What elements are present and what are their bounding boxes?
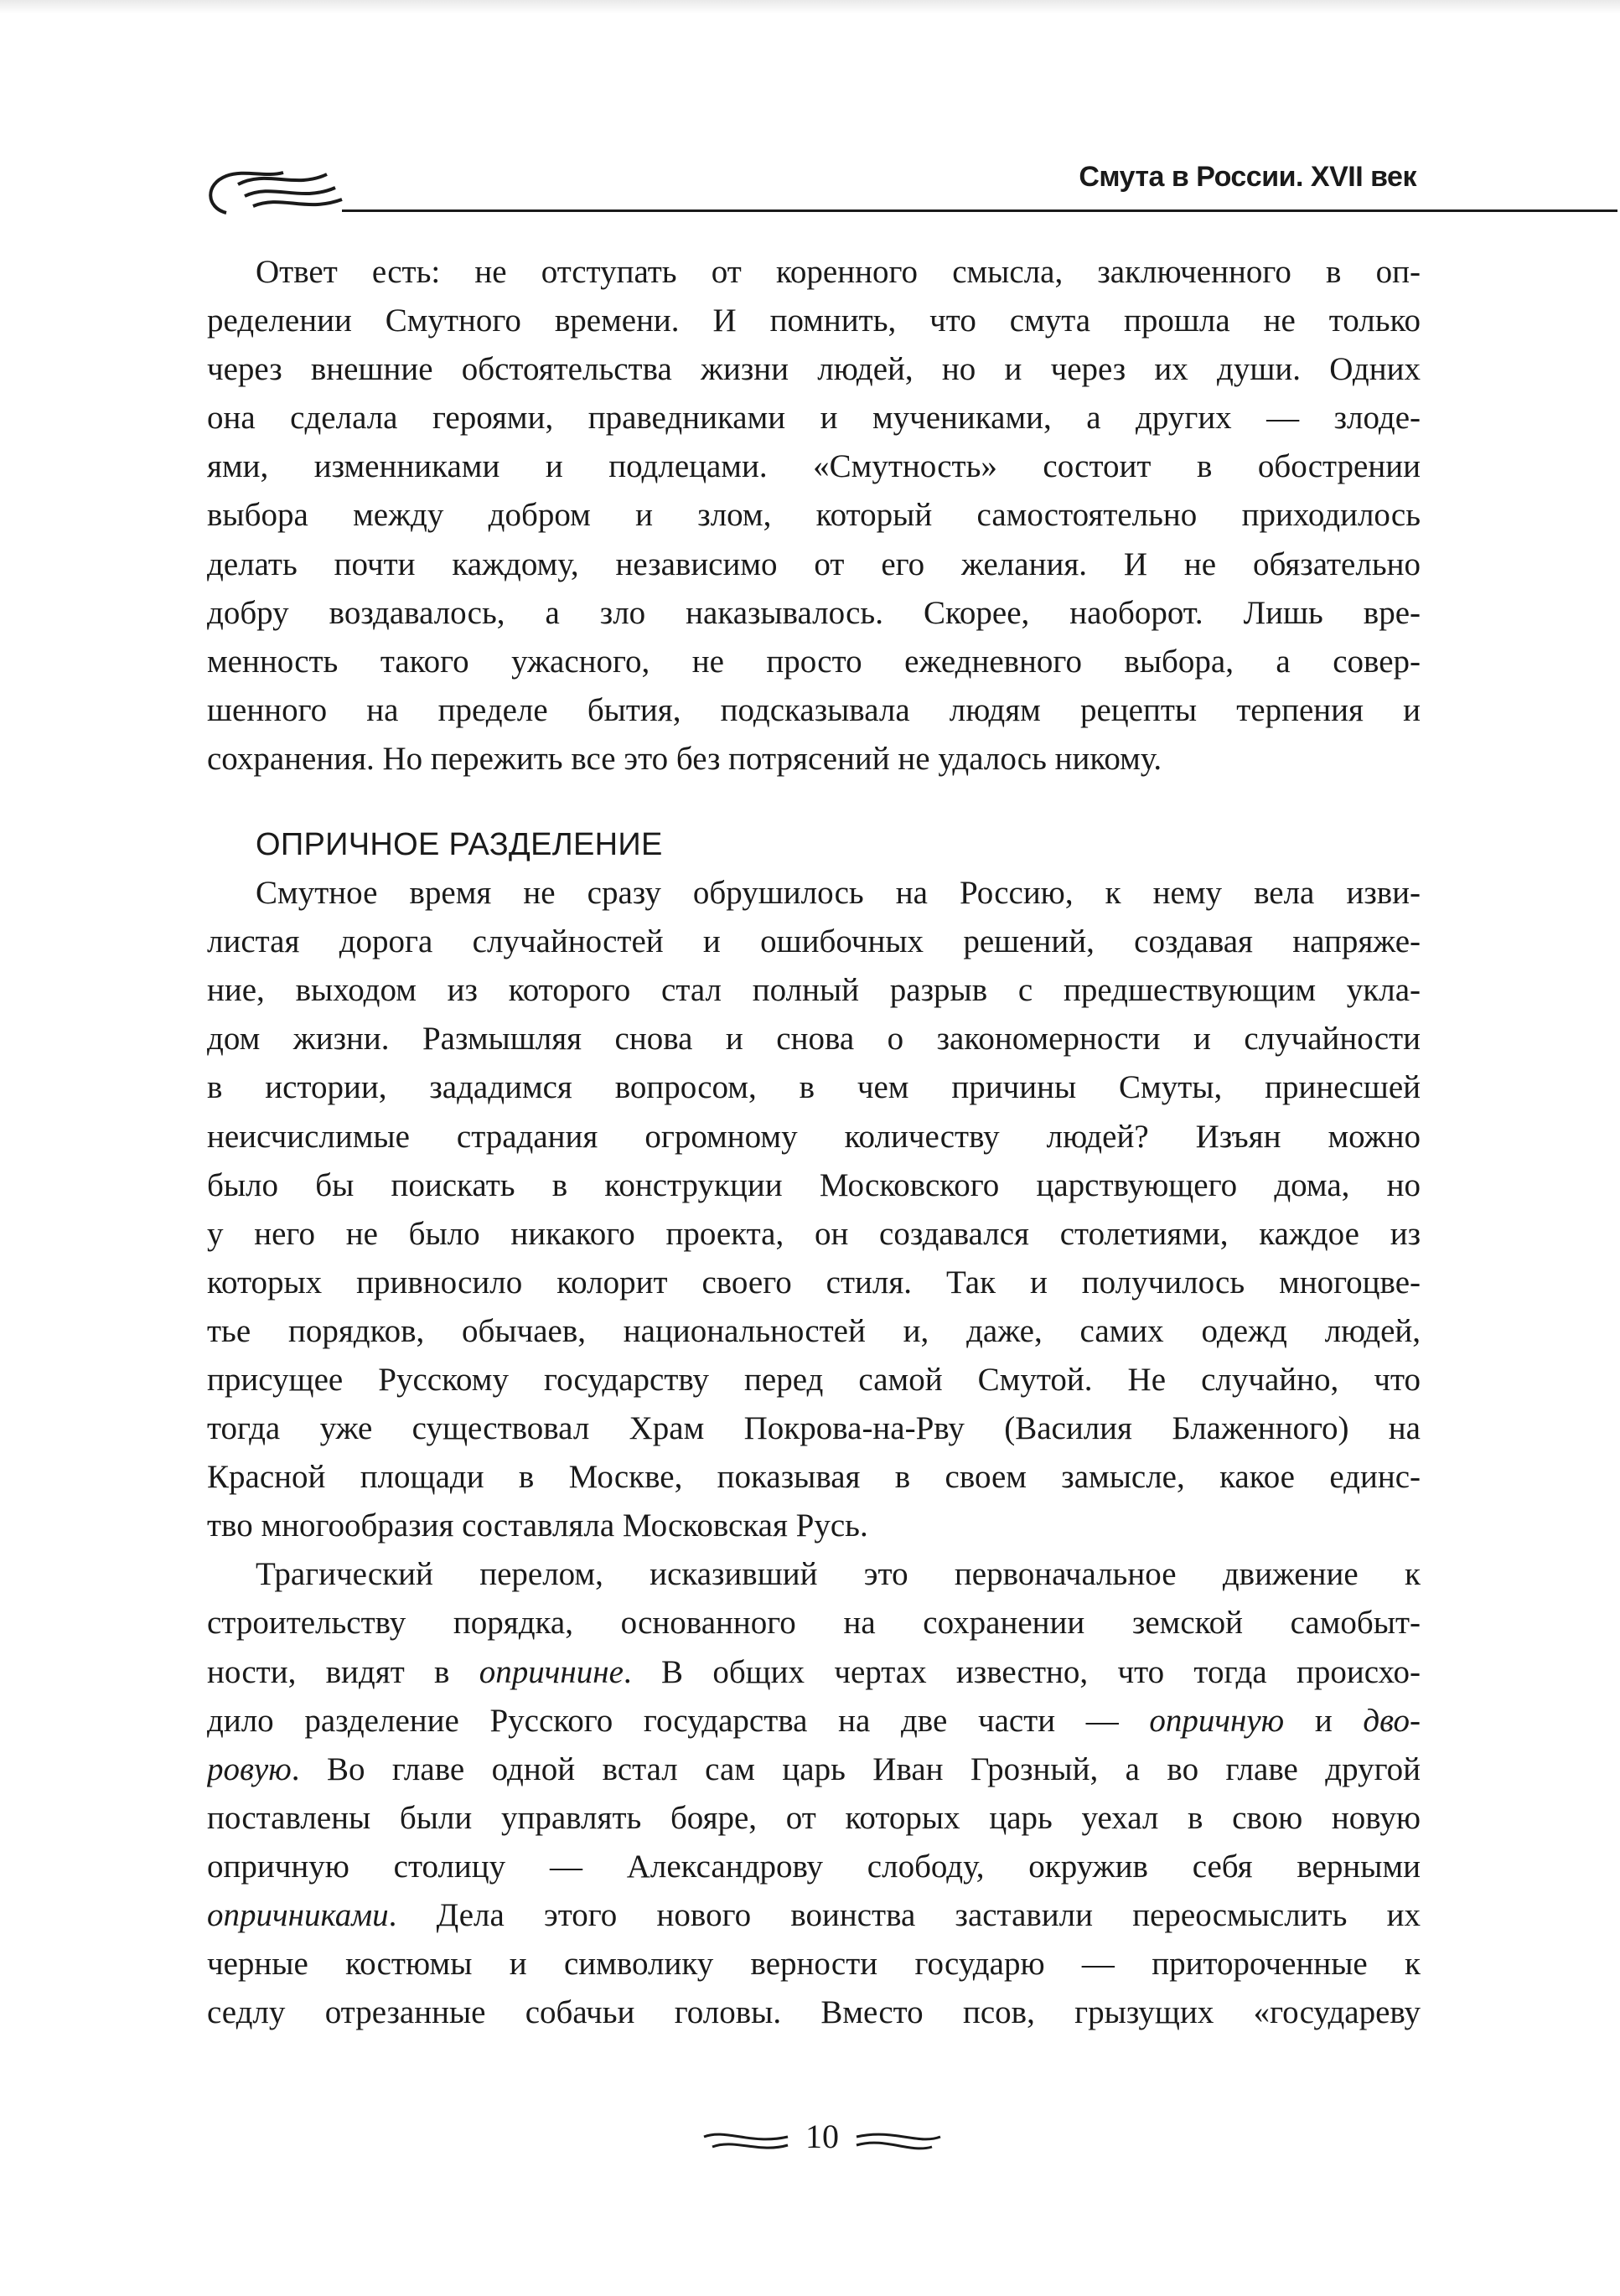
section-gap <box>207 783 1421 820</box>
text-line: она сделала героями, праведниками и мучениками, а других — злоде- <box>207 400 1421 437</box>
text-line: которых привносило колорит своего стиля. Так и получилось многоцве- <box>207 1264 1421 1301</box>
text-line: присущее Русскому государству перед самой Смутой. Не случайно, что <box>207 1361 1421 1398</box>
italic-term: опричниками <box>207 1897 389 1933</box>
text-line: сохранения. Но пережить все это без потрясений не удалось никому. <box>207 740 1162 777</box>
text-line: менность такого ужасного, не просто ежедневного выбора, а совер- <box>207 643 1421 680</box>
text-line: ределении Смутного времени. И помнить, что смута прошла не только <box>207 303 1421 339</box>
text-line <box>207 1648 1421 1697</box>
header-rule <box>342 209 1617 212</box>
page-number: 10 <box>805 2118 839 2155</box>
text-line: Смутное время не сразу обрушилось на Россию, к нему вела изви- <box>256 875 1421 912</box>
wave-ornament-icon <box>201 136 352 228</box>
text-line <box>207 1697 1421 1745</box>
italic-term: опричную <box>1149 1702 1285 1739</box>
text-line: делать почти каждому, независимо от его желания. И не обязательно <box>207 546 1421 582</box>
italic-term: дво- <box>1363 1702 1421 1739</box>
text-line: опричную столицу — Александрову слободу, окружив себя верными <box>207 1848 1421 1885</box>
text-run: и <box>1284 1702 1364 1739</box>
page-edge <box>0 0 1620 13</box>
body-text <box>207 248 1421 2037</box>
text-line: в истории, зададимся вопросом, в чем причины Смуты, принесшей <box>207 1069 1421 1106</box>
page-footer <box>0 2113 1620 2172</box>
paragraph <box>207 869 1421 1550</box>
text-run: . Во главе одной встал сам царь Иван Грозный, а во главе другой <box>291 1750 1421 1787</box>
text-line: Трагический перелом, исказивший это первоначальное движение к <box>256 1556 1421 1593</box>
page-header <box>201 136 1425 228</box>
text-line: черные костюмы и символику верности государю — притороченные к <box>207 1946 1421 1983</box>
italic-term: опричнине <box>479 1653 624 1690</box>
text-run: . В общих чертах известно, что тогда происхо- <box>623 1653 1421 1690</box>
text-run: . Дела этого нового воинства заставили переосмыслить их <box>388 1897 1421 1933</box>
paragraph <box>207 248 1421 783</box>
paragraph <box>207 1550 1421 2037</box>
text-line: Ответ есть: не отступать от коренного смысла, заключенного в оп- <box>256 254 1421 290</box>
left-wave-ornament-icon <box>701 2125 793 2159</box>
text-line: листая дорога случайностей и ошибочных решений, создавая напряже- <box>207 923 1421 960</box>
text-line: добру воздавалось, а зло наказывалось. Скорее, наоборот. Лишь вре- <box>207 594 1421 631</box>
text-line: дом жизни. Размышляя снова и снова о закономерности и случайности <box>207 1021 1421 1058</box>
text-line: седлу отрезанные собачьи головы. Вместо псов, грызущих «государеву <box>207 1994 1421 2031</box>
text-line: тогда уже существовал Храм Покрова-на-Рву (Василия Блаженного) на <box>207 1410 1421 1447</box>
text-line: неисчислимые страдания огромному количеству людей? Изъян можно <box>207 1118 1421 1155</box>
text-run: ности, видят в <box>207 1653 479 1690</box>
text-line: поставлены были управлять бояре, от которых царь уехал в свою новую <box>207 1799 1421 1836</box>
text-line: у него не было никакого проекта, он создавался столетиями, каждое из <box>207 1215 1421 1252</box>
italic-term: ровую <box>207 1750 292 1787</box>
text-line: тво многообразия составляла Московская Русь. <box>207 1507 868 1544</box>
text-line <box>207 1891 1421 1940</box>
text-line: строительству порядка, основанного на сохранении земской самобыт- <box>207 1605 1421 1642</box>
running-head: Смута в России. XVII век <box>1079 161 1416 193</box>
text-line: Красной площади в Москве, показывая в своем замысле, какое единс- <box>207 1459 1421 1496</box>
text-line: выбора между добром и злом, который самостоятельно приходилось <box>207 497 1421 534</box>
text-line: тье порядков, обычаев, национальностей и, даже, самих одежд людей, <box>207 1312 1421 1349</box>
text-line: было бы поискать в конструкции Московского царствующего дома, но <box>207 1166 1421 1203</box>
text-line <box>207 1745 1421 1794</box>
text-line: ние, выходом из которого стал полный разрыв с предшествующим укла- <box>207 972 1421 1009</box>
text-line: шенного на пределе бытия, подсказывала людям рецепты терпения и <box>207 691 1421 728</box>
text-run: дило разделение Русского государства на две части — <box>207 1702 1150 1739</box>
text-line: ями, изменниками и подлецами. «Смутность» состоит в обострении <box>207 448 1421 485</box>
right-wave-ornament-icon <box>851 2125 944 2159</box>
section-heading: ОПРИЧНОЕ РАЗДЕЛЕНИЕ <box>256 827 663 863</box>
text-line: через внешние обстоятельства жизни людей, но и через их души. Одних <box>207 351 1421 388</box>
